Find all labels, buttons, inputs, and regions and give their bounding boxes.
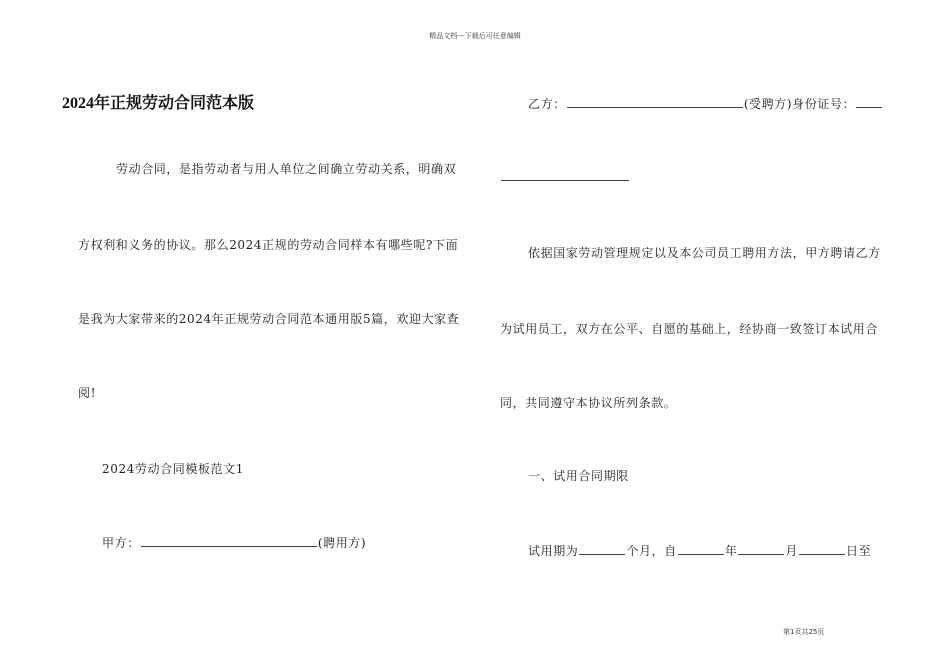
page-header-note: 精品文档---下载后可任意编辑	[429, 32, 521, 40]
intro-line-4: 阅!	[78, 386, 97, 400]
trial-year-blank	[678, 542, 724, 555]
id-number-blank	[856, 95, 882, 108]
trial-day-label: 日至	[846, 544, 872, 558]
id-number-continuation	[500, 168, 630, 184]
trial-months-label: 个月，自	[626, 544, 677, 558]
trial-day-blank	[799, 542, 845, 555]
sample-heading: 2024劳动合同模板范文1	[102, 462, 244, 476]
party-b-suffix: (受聘方)身份证号：	[743, 97, 856, 111]
trial-month-label: 月	[785, 544, 799, 558]
trial-month-blank	[738, 542, 784, 555]
party-b-line	[528, 95, 883, 112]
party-b-label: 乙方：	[528, 97, 566, 111]
party-a-line	[102, 534, 366, 551]
intro-line-1: 劳动合同，是指劳动者与用人单位之间确立劳动关系，明确双	[116, 162, 457, 176]
page-number-footer: 第1页共25页	[783, 628, 825, 636]
para1-line-3: 同，共同遵守本协议所列条款。	[500, 396, 677, 410]
intro-line-2: 方权利和义务的协议。那么2024正规的劳动合同样本有哪些呢?下面	[78, 238, 459, 252]
trial-period-line	[528, 542, 871, 559]
trial-year-label: 年	[724, 544, 738, 558]
trial-prefix: 试用期为	[528, 544, 579, 558]
section1-heading: 一、试用合同期限	[528, 469, 629, 483]
party-b-blank	[567, 95, 743, 108]
intro-line-3: 是我为大家带来的2024年正规劳动合同范本通用版5篇，欢迎大家查	[78, 312, 460, 326]
id-number-blank-2	[501, 168, 629, 181]
party-a-suffix: (聘用方)	[317, 536, 367, 550]
trial-months-blank	[579, 542, 625, 555]
para1-line-2: 为试用员工，双方在公平、自愿的基础上，经协商一致签订本试用合	[500, 322, 879, 336]
document-title: 2024年正规劳动合同范本版	[62, 95, 255, 112]
party-a-label: 甲方：	[102, 536, 140, 550]
party-a-blank	[141, 534, 317, 547]
para1-line-1: 依据国家劳动管理规定以及本公司员工聘用方法，甲方聘请乙方	[528, 246, 881, 260]
